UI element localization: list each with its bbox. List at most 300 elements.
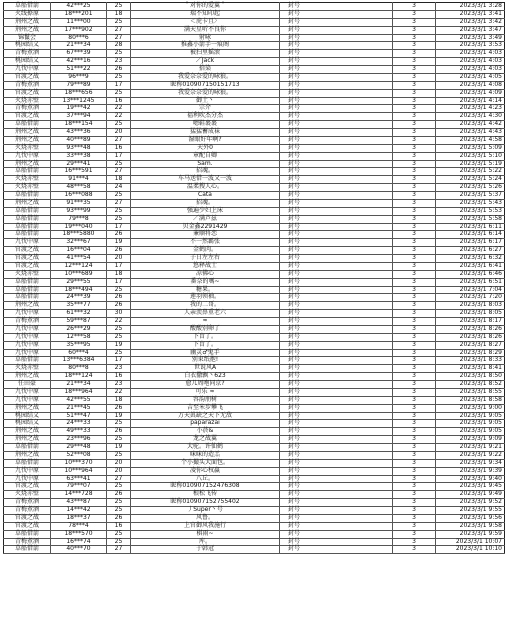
- action-cell: 封号: [280, 270, 393, 278]
- action-cell: 封号: [280, 357, 393, 365]
- timestamp-cell: 2023/3/1 9:45: [436, 483, 505, 491]
- nickname-cell: 白衣撒飘丶623: [131, 373, 280, 381]
- timestamp-cell: 2023/3/1 9:05: [436, 420, 505, 428]
- action-cell: 封号: [280, 136, 393, 144]
- account-cell: 37***94: [51, 113, 107, 121]
- level-cell: 16: [107, 522, 131, 530]
- level-cell: 30: [107, 310, 131, 318]
- value-cell: 3: [393, 491, 436, 499]
- value-cell: 3: [393, 475, 436, 483]
- level-cell: 26: [107, 247, 131, 255]
- action-cell: 封号: [280, 42, 393, 50]
- account-cell: 60***4: [51, 349, 107, 357]
- level-cell: 28: [107, 42, 131, 50]
- nickname-cell: 昵称010907152476308: [131, 483, 280, 491]
- account-cell: 19***42: [51, 105, 107, 113]
- level-cell: 25: [107, 325, 131, 333]
- value-cell: 3: [393, 388, 436, 396]
- level-cell: 16: [107, 97, 131, 105]
- level-cell: 25: [107, 451, 131, 459]
- account-cell: 40***89: [51, 136, 107, 144]
- timestamp-cell: 2023/3/1 4:03: [436, 66, 505, 74]
- server-cell: 荆州之战: [4, 18, 51, 26]
- value-cell: 3: [393, 129, 436, 137]
- action-cell: 封号: [280, 318, 393, 326]
- action-cell: 封号: [280, 66, 393, 74]
- nickname-cell: 风鲁。: [131, 514, 280, 522]
- level-cell: 26: [107, 294, 131, 302]
- value-cell: 3: [393, 467, 436, 475]
- action-cell: 封号: [280, 451, 393, 459]
- nickname-cell: 库。: [131, 538, 280, 546]
- action-cell: 封号: [280, 310, 393, 318]
- value-cell: 3: [393, 136, 436, 144]
- action-cell: 封号: [280, 365, 393, 373]
- server-cell: 九伐中原: [4, 152, 51, 160]
- table-row: [4, 341, 505, 349]
- level-cell: 25: [107, 121, 131, 129]
- nickname-cell: ／Jack: [131, 58, 280, 66]
- value-cell: 3: [393, 97, 436, 105]
- table-row: [4, 152, 505, 160]
- level-cell: 25: [107, 530, 131, 538]
- account-cell: 19***040: [51, 223, 107, 231]
- server-cell: 草船借箭: [4, 192, 51, 200]
- action-cell: 封号: [280, 89, 393, 97]
- action-cell: 封号: [280, 10, 393, 18]
- server-cell: 草船借箭: [4, 530, 51, 538]
- nickname-cell: 瑞不知印起: [131, 10, 280, 18]
- timestamp-cell: 2023/3/1 3:41: [436, 10, 505, 18]
- value-cell: 3: [393, 420, 436, 428]
- level-cell: 27: [107, 546, 131, 554]
- value-cell: 3: [393, 270, 436, 278]
- nickname-cell: 咪咪的造羔: [131, 451, 280, 459]
- timestamp-cell: 2023/3/1 4:43: [436, 129, 505, 137]
- server-cell: 荆州之战: [4, 26, 51, 34]
- action-cell: 封号: [280, 459, 393, 467]
- value-cell: 3: [393, 294, 436, 302]
- account-cell: 29***48: [51, 444, 107, 452]
- nickname-cell: ／满芦兹: [131, 215, 280, 223]
- timestamp-cell: 2023/3/1 9:21: [436, 444, 505, 452]
- level-cell: 19: [107, 239, 131, 247]
- nickname-cell: ＂对你的爱翼＂: [131, 3, 280, 11]
- nickname-cell: 凌你心权赢: [131, 467, 280, 475]
- action-cell: 封号: [280, 333, 393, 341]
- value-cell: 3: [393, 333, 436, 341]
- server-cell: 九伐中原: [4, 310, 51, 318]
- value-cell: 3: [393, 18, 436, 26]
- server-cell: 青梅煮酒: [4, 105, 51, 113]
- level-cell: 25: [107, 207, 131, 215]
- timestamp-cell: 2023/3/1 8:05: [436, 310, 505, 318]
- value-cell: 3: [393, 310, 436, 318]
- action-cell: 封号: [280, 247, 393, 255]
- server-cell: 荆州之战: [4, 404, 51, 412]
- timestamp-cell: 2023/3/1 8:17: [436, 318, 505, 326]
- action-cell: 封号: [280, 412, 393, 420]
- timestamp-cell: 2023/3/1 4:58: [436, 136, 505, 144]
- value-cell: 3: [393, 381, 436, 389]
- timestamp-cell: 2023/3/1 4:30: [436, 113, 505, 121]
- timestamp-cell: 2023/3/1 5:10: [436, 152, 505, 160]
- server-cell: 官渡之战: [4, 247, 51, 255]
- action-cell: 封号: [280, 538, 393, 546]
- account-cell: 16***04: [51, 247, 107, 255]
- ban-record-table: [3, 2, 505, 554]
- timestamp-cell: 2023/3/1 9:22: [436, 451, 505, 459]
- nickname-cell: 莲羽领袖。: [131, 294, 280, 302]
- account-cell: 16***591: [51, 168, 107, 176]
- timestamp-cell: 2023/3/1 4:05: [436, 73, 505, 81]
- action-cell: 封号: [280, 294, 393, 302]
- account-cell: 48***58: [51, 184, 107, 192]
- nickname-cell: 御土丶: [131, 97, 280, 105]
- timestamp-cell: 2023/3/1 3:47: [436, 26, 505, 34]
- timestamp-cell: 2023/3/1 5:53: [436, 207, 505, 215]
- level-cell: 23: [107, 381, 131, 389]
- timestamp-cell: 2023/3/1 4:23: [436, 105, 505, 113]
- server-cell: 官渡之战: [4, 522, 51, 530]
- action-cell: 封号: [280, 514, 393, 522]
- level-cell: 26: [107, 428, 131, 436]
- level-cell: 22: [107, 318, 131, 326]
- level-cell: 25: [107, 192, 131, 200]
- level-cell: 16: [107, 144, 131, 152]
- server-cell: 草船借箭: [4, 207, 51, 215]
- server-cell: 草船借箭: [4, 121, 51, 129]
- server-cell: 草船借箭: [4, 294, 51, 302]
- timestamp-cell: 2023/3/1 4:42: [436, 121, 505, 129]
- action-cell: 封号: [280, 491, 393, 499]
- account-cell: 24***39: [51, 294, 107, 302]
- value-cell: 3: [393, 89, 436, 97]
- table-row: [4, 546, 505, 554]
- value-cell: 3: [393, 144, 436, 152]
- action-cell: 封号: [280, 381, 393, 389]
- account-cell: 59***87: [51, 318, 107, 326]
- server-cell: 官渡之战: [4, 514, 51, 522]
- action-cell: 封号: [280, 152, 393, 160]
- level-cell: 25: [107, 538, 131, 546]
- account-cell: 18***964: [51, 388, 107, 396]
- level-cell: 23: [107, 58, 131, 66]
- level-cell: 25: [107, 215, 131, 223]
- server-cell: 荆州之战: [4, 436, 51, 444]
- server-cell: 草船借箭: [4, 3, 51, 11]
- timestamp-cell: 2023/3/1 9:49: [436, 491, 505, 499]
- level-cell: 19: [107, 412, 131, 420]
- nickname-cell: 八丘。: [131, 475, 280, 483]
- timestamp-cell: 2023/3/1 8:03: [436, 302, 505, 310]
- account-cell: 18***154: [51, 121, 107, 129]
- server-cell: 青梅煮酒: [4, 538, 51, 546]
- value-cell: 3: [393, 436, 436, 444]
- server-cell: 草船借箭: [4, 278, 51, 286]
- action-cell: 封号: [280, 81, 393, 89]
- server-cell: 青梅煮酒: [4, 507, 51, 515]
- value-cell: 3: [393, 168, 436, 176]
- server-cell: 草船借箭: [4, 231, 51, 239]
- level-cell: 25: [107, 333, 131, 341]
- level-cell: 27: [107, 475, 131, 483]
- server-cell: 草船借箭: [4, 223, 51, 231]
- timestamp-cell: 2023/3/1 9:05: [436, 412, 505, 420]
- nickname-cell: 蒹顺将恋: [131, 231, 280, 239]
- account-cell: 18***5880: [51, 231, 107, 239]
- account-cell: 18***201: [51, 10, 107, 18]
- action-cell: 封号: [280, 255, 393, 263]
- server-cell: 九伐中原: [4, 239, 51, 247]
- timestamp-cell: 2023/3/1 6:14: [436, 231, 505, 239]
- value-cell: 3: [393, 538, 436, 546]
- nickname-cell: 嗯鞋裹裹: [131, 121, 280, 129]
- action-cell: 封号: [280, 160, 393, 168]
- timestamp-cell: 2023/3/1 5:26: [436, 184, 505, 192]
- server-cell: 九伐中原: [4, 396, 51, 404]
- action-cell: 封号: [280, 113, 393, 121]
- timestamp-cell: 2023/3/1 8:26: [436, 333, 505, 341]
- account-cell: 14***728: [51, 491, 107, 499]
- timestamp-cell: 2023/3/1 5:24: [436, 176, 505, 184]
- nickname-cell: 万天眞缺之天下无敌: [131, 412, 280, 420]
- level-cell: 17: [107, 81, 131, 89]
- nickname-cell: 世说风A: [131, 365, 280, 373]
- server-cell: 火线撩原: [4, 10, 51, 18]
- value-cell: 3: [393, 507, 436, 515]
- account-cell: 43***87: [51, 499, 107, 507]
- table-row: [4, 396, 505, 404]
- action-cell: 封号: [280, 373, 393, 381]
- action-cell: 封号: [280, 223, 393, 231]
- server-cell: 九伐中原: [4, 333, 51, 341]
- level-cell: 26: [107, 66, 131, 74]
- nickname-cell: 丿Super丶号: [131, 507, 280, 515]
- table-row: [4, 530, 505, 538]
- table-row: [4, 522, 505, 530]
- account-cell: 43***36: [51, 129, 107, 137]
- nickname-cell: 人亲羡鼻重老六: [131, 310, 280, 318]
- action-cell: 封号: [280, 34, 393, 42]
- value-cell: 3: [393, 499, 436, 507]
- value-cell: 3: [393, 373, 436, 381]
- action-cell: 封号: [280, 105, 393, 113]
- timestamp-cell: 2023/3/1 6:41: [436, 262, 505, 270]
- action-cell: 封号: [280, 129, 393, 137]
- timestamp-cell: 2023/3/1 9:58: [436, 522, 505, 530]
- timestamp-cell: 2023/3/1 9:55: [436, 507, 505, 515]
- account-cell: 13***1245: [51, 97, 107, 105]
- timestamp-cell: 2023/3/1 5:19: [436, 160, 505, 168]
- nickname-cell: 强遍少妇上床: [131, 207, 280, 215]
- account-cell: 10***689: [51, 270, 107, 278]
- timestamp-cell: 2023/3/1 5:09: [436, 144, 505, 152]
- timestamp-cell: 2023/3/1 8:55: [436, 388, 505, 396]
- account-cell: 41***54: [51, 255, 107, 263]
- account-cell: 10***964: [51, 467, 107, 475]
- value-cell: 3: [393, 349, 436, 357]
- timestamp-cell: 2023/3/1 6:46: [436, 270, 505, 278]
- account-cell: 79***89: [51, 81, 107, 89]
- action-cell: 封号: [280, 18, 393, 26]
- nickname-cell: 个小撮头大面包。: [131, 459, 280, 467]
- value-cell: 3: [393, 105, 436, 113]
- server-cell: 桃园结义: [4, 42, 51, 50]
- value-cell: 3: [393, 318, 436, 326]
- nickname-cell: 章配自卿: [131, 152, 280, 160]
- server-cell: 火烧赤壁: [4, 491, 51, 499]
- server-cell: 火烧赤壁: [4, 144, 51, 152]
- nickname-cell: 拾染: [131, 66, 280, 74]
- account-cell: 93***99: [51, 207, 107, 215]
- level-cell: 26: [107, 491, 131, 499]
- value-cell: 3: [393, 66, 436, 74]
- server-cell: 青梅煮酒: [4, 318, 51, 326]
- account-cell: 78***4: [51, 522, 107, 530]
- nickname-cell: 招魂。: [131, 168, 280, 176]
- account-cell: 18***656: [51, 89, 107, 97]
- nickname-cell: 我爱奈奈爱的咏狼。: [131, 73, 280, 81]
- value-cell: 3: [393, 26, 436, 34]
- account-cell: 63***41: [51, 475, 107, 483]
- level-cell: 27: [107, 199, 131, 207]
- nickname-cell: 天外0: [131, 144, 280, 152]
- level-cell: 25: [107, 420, 131, 428]
- table-row: [4, 278, 505, 286]
- nickname-cell: 我爱奈奈爱的咏狼。: [131, 89, 280, 97]
- level-cell: 25: [107, 73, 131, 81]
- server-cell: 草船借箭: [4, 168, 51, 176]
- timestamp-cell: 2023/3/1 3:53: [436, 42, 505, 50]
- level-cell: 25: [107, 3, 131, 11]
- nickname-cell: 根松飞传: [131, 491, 280, 499]
- account-cell: 16***088: [51, 192, 107, 200]
- action-cell: 封号: [280, 176, 393, 184]
- account-cell: 61***32: [51, 310, 107, 318]
- timestamp-cell: 2023/3/1 5:37: [436, 192, 505, 200]
- account-cell: 42***25: [51, 3, 107, 11]
- level-cell: 26: [107, 302, 131, 310]
- timestamp-cell: 2023/3/1 4:08: [436, 81, 505, 89]
- server-cell: 火烧赤壁: [4, 184, 51, 192]
- account-cell: 91***35: [51, 199, 107, 207]
- timestamp-cell: 2023/3/1 7:04: [436, 286, 505, 294]
- action-cell: 封号: [280, 239, 393, 247]
- level-cell: 16: [107, 373, 131, 381]
- server-cell: 官渡之战: [4, 262, 51, 270]
- level-cell: 27: [107, 34, 131, 42]
- table-row: [4, 215, 505, 223]
- value-cell: 3: [393, 42, 436, 50]
- account-cell: 32***67: [51, 239, 107, 247]
- server-cell: 官渡之战: [4, 89, 51, 97]
- server-cell: 九伐中原: [4, 66, 51, 74]
- value-cell: 3: [393, 530, 436, 538]
- level-cell: 17: [107, 152, 131, 160]
- level-cell: 20: [107, 459, 131, 467]
- table-row: [4, 467, 505, 475]
- server-cell: 荆州之战: [4, 451, 51, 459]
- action-cell: 封号: [280, 404, 393, 412]
- timestamp-cell: 2023/3/1 4:03: [436, 58, 505, 66]
- server-cell: 荆州之战: [4, 373, 51, 381]
- account-cell: 51***47: [51, 412, 107, 420]
- level-cell: 26: [107, 231, 131, 239]
- account-cell: 18***37: [51, 514, 107, 522]
- value-cell: 3: [393, 365, 436, 373]
- timestamp-cell: 2023/3/1 4:09: [436, 89, 505, 97]
- nickname-cell: 不一然霸张: [131, 239, 280, 247]
- nickname-cell: 凉佛心: [131, 270, 280, 278]
- server-cell: 草船借箭: [4, 286, 51, 294]
- account-cell: 80***6: [51, 34, 107, 42]
- level-cell: 24: [107, 184, 131, 192]
- value-cell: 3: [393, 412, 436, 420]
- timestamp-cell: 2023/3/1 4:03: [436, 50, 505, 58]
- action-cell: 封号: [280, 97, 393, 105]
- level-cell: 25: [107, 89, 131, 97]
- timestamp-cell: 2023/3/1 3:49: [436, 34, 505, 42]
- value-cell: 3: [393, 34, 436, 42]
- server-cell: 荆州之战: [4, 302, 51, 310]
- server-cell: 火烧赤壁: [4, 176, 51, 184]
- timestamp-cell: 2023/3/1 3:28: [436, 3, 505, 11]
- server-cell: 九伐中原: [4, 325, 51, 333]
- timestamp-cell: 2023/3/1 5:58: [436, 215, 505, 223]
- action-cell: 封号: [280, 144, 393, 152]
- server-cell: 官渡之战: [4, 73, 51, 81]
- account-cell: 12***58: [51, 333, 107, 341]
- action-cell: 封号: [280, 207, 393, 215]
- action-cell: 封号: [280, 522, 393, 530]
- level-cell: 17: [107, 262, 131, 270]
- nickname-cell: 别束纸抱!: [131, 357, 280, 365]
- account-cell: 80***8: [51, 365, 107, 373]
- nickname-cell: 我的二哥。: [131, 302, 280, 310]
- value-cell: 3: [393, 286, 436, 294]
- account-cell: 29***55: [51, 278, 107, 286]
- server-cell: 火烧赤壁: [4, 270, 51, 278]
- nickname-cell: 容韵朋树: [131, 396, 280, 404]
- nickname-cell: 宗介: [131, 105, 280, 113]
- table-row: [4, 89, 505, 97]
- nickname-cell: 射咏: [131, 34, 280, 42]
- table-row: [4, 18, 505, 26]
- nickname-cell: 满天星听不良你: [131, 26, 280, 34]
- level-cell: 25: [107, 436, 131, 444]
- value-cell: 3: [393, 160, 436, 168]
- nickname-cell: 车马送借一波又一波: [131, 176, 280, 184]
- action-cell: 封号: [280, 396, 393, 404]
- account-cell: 51***22: [51, 66, 107, 74]
- account-cell: 91***4: [51, 176, 107, 184]
- timestamp-cell: 2023/3/1 10:10: [436, 546, 505, 554]
- level-cell: 22: [107, 388, 131, 396]
- nickname-cell: 温柔搜人心。: [131, 184, 280, 192]
- nickname-cell: paparazai: [131, 420, 280, 428]
- table-row: [4, 404, 505, 412]
- timestamp-cell: 2023/3/1 9:00: [436, 404, 505, 412]
- table-row: [4, 144, 505, 152]
- table-row: [4, 207, 505, 215]
- account-cell: 52***08: [51, 451, 107, 459]
- nickname-cell: ≈: [131, 318, 280, 326]
- value-cell: 3: [393, 207, 436, 215]
- action-cell: 封号: [280, 530, 393, 538]
- value-cell: 3: [393, 341, 436, 349]
- server-cell: 荆州之战: [4, 136, 51, 144]
